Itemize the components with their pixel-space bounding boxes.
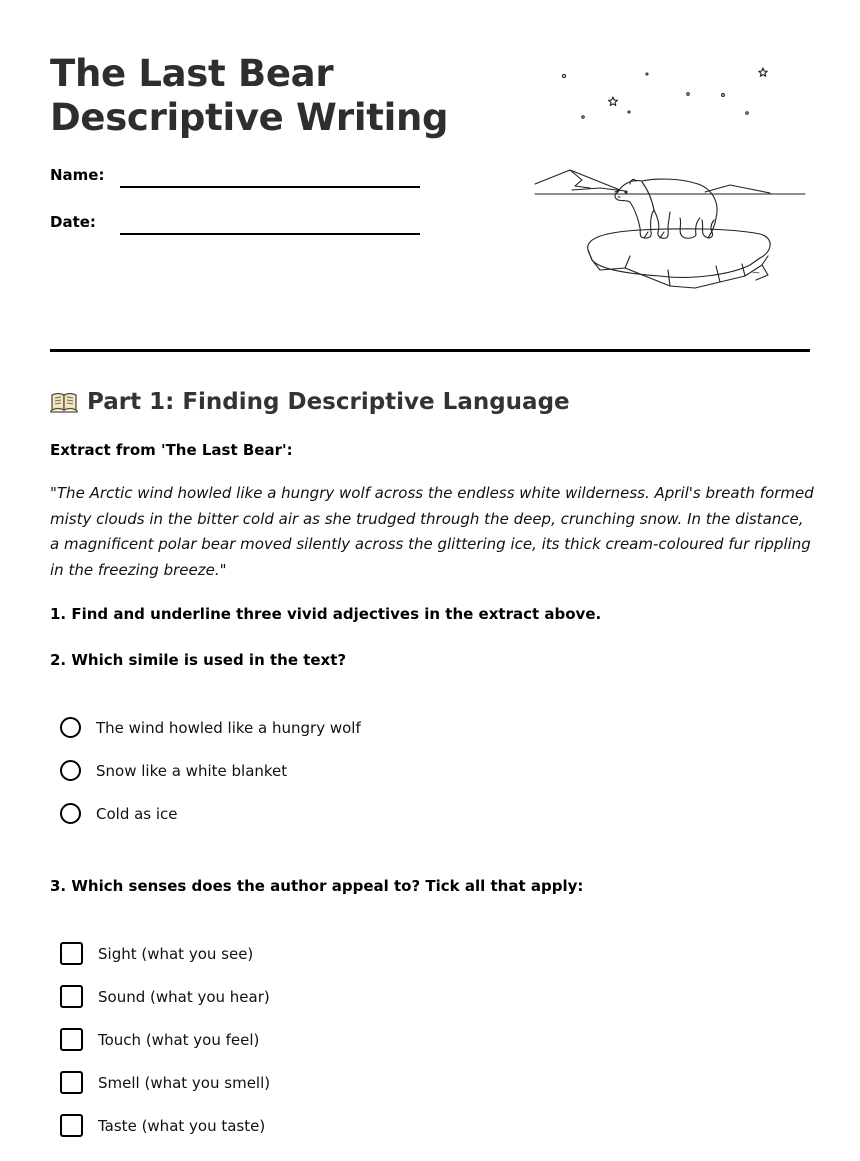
stars-icon bbox=[562, 68, 767, 118]
checkbox[interactable] bbox=[60, 1028, 83, 1051]
option-label: Touch (what you feel) bbox=[98, 1030, 260, 1049]
section-heading bbox=[50, 389, 570, 415]
name-label: Name: bbox=[50, 166, 105, 184]
question-2: 2. Which simile is used in the text? bbox=[50, 651, 347, 669]
title-line-2: Descriptive Writing bbox=[50, 96, 449, 139]
option-label: Sound (what you hear) bbox=[98, 987, 270, 1006]
q2-option-2[interactable] bbox=[60, 760, 287, 781]
radio-button[interactable] bbox=[60, 803, 81, 824]
q3-option-touch[interactable] bbox=[60, 1028, 259, 1051]
section-divider bbox=[50, 349, 810, 352]
option-label: Snow like a white blanket bbox=[96, 761, 288, 780]
polar-bear-illustration bbox=[530, 60, 810, 300]
checkbox[interactable] bbox=[60, 1114, 83, 1137]
q3-option-sight[interactable] bbox=[60, 942, 253, 965]
extract-text: "The Arctic wind howled like a hungry wolf across the endless white wilderness. April's breath formed misty clouds in the bitter cold air as she trudged through the deep, crunching snow. In the distance, a magnificent polar bear moved silently across the glittering ice, its thick cream-coloured fur rippling in the freezing breeze." bbox=[50, 484, 814, 580]
option-label: Taste (what you taste) bbox=[98, 1116, 266, 1135]
question-1: 1. Find and underline three vivid adjectives in the extract above. bbox=[50, 605, 602, 623]
name-field[interactable] bbox=[120, 186, 420, 188]
q3-option-smell[interactable] bbox=[60, 1071, 270, 1094]
option-label: Cold as ice bbox=[96, 804, 178, 823]
date-label: Date: bbox=[50, 213, 96, 231]
radio-button[interactable] bbox=[60, 717, 81, 738]
q3-option-sound[interactable] bbox=[60, 985, 270, 1008]
q2-option-3[interactable] bbox=[60, 803, 178, 824]
q3-option-taste[interactable] bbox=[60, 1114, 265, 1137]
worksheet-title bbox=[50, 52, 448, 140]
open-book-icon bbox=[50, 391, 78, 413]
checkbox[interactable] bbox=[60, 1071, 83, 1094]
section-heading-text: Part 1: Finding Descriptive Language bbox=[87, 389, 570, 415]
radio-button[interactable] bbox=[60, 760, 81, 781]
extract-label: Extract from 'The Last Bear': bbox=[50, 441, 293, 459]
question-3: 3. Which senses does the author appeal to? Tick all that apply: bbox=[50, 877, 584, 895]
q2-option-1[interactable] bbox=[60, 717, 361, 738]
date-field[interactable] bbox=[120, 233, 420, 235]
title-line-1: The Last Bear bbox=[50, 52, 334, 95]
checkbox[interactable] bbox=[60, 985, 83, 1008]
option-label: Smell (what you smell) bbox=[98, 1073, 271, 1092]
option-label: Sight (what you see) bbox=[98, 944, 254, 963]
option-label: The wind howled like a hungry wolf bbox=[96, 718, 361, 737]
checkbox[interactable] bbox=[60, 942, 83, 965]
